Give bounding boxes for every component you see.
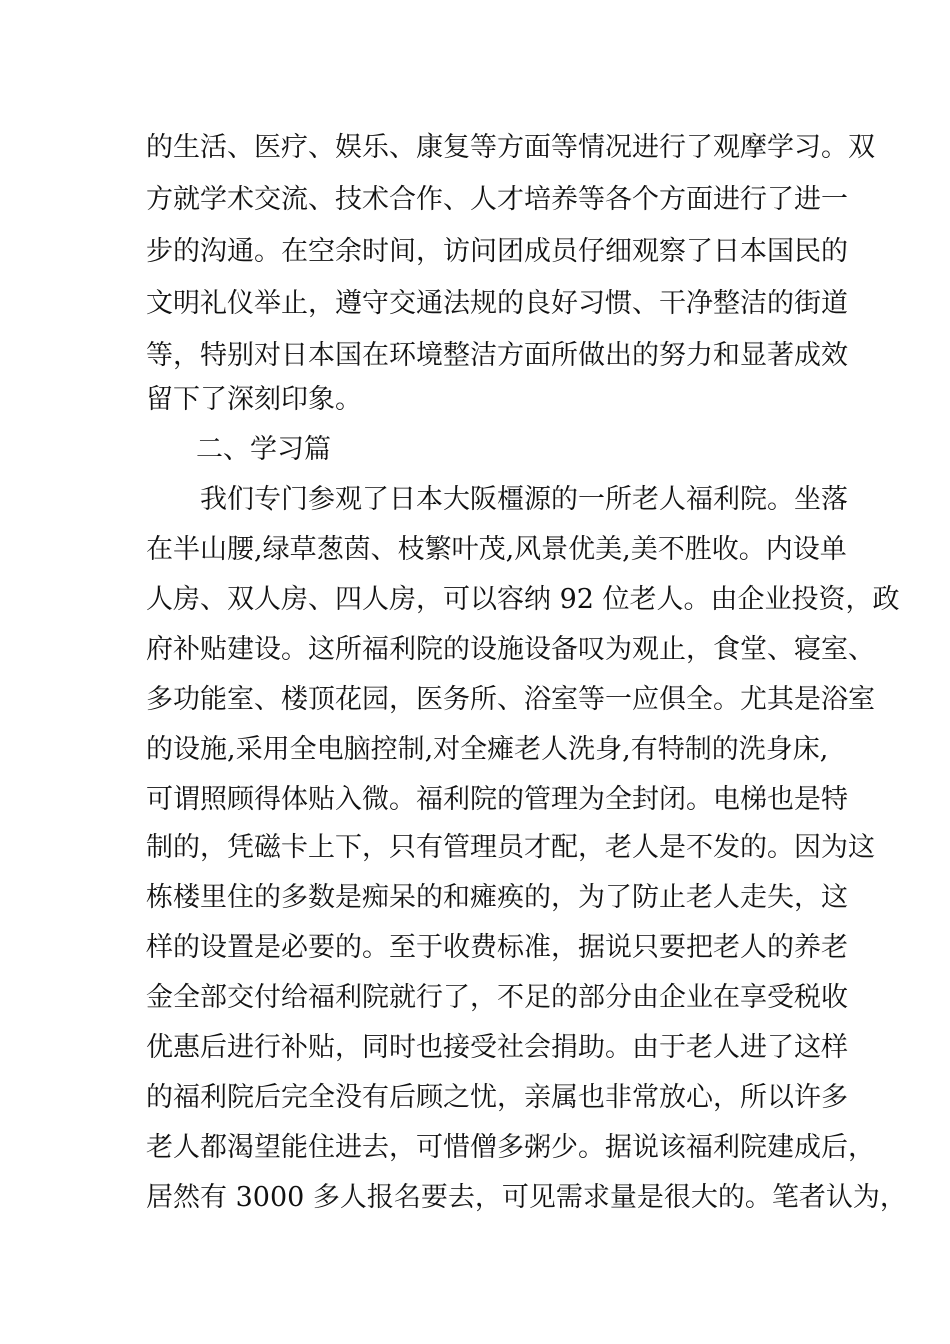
section-heading: 二、学习篇 <box>196 434 331 465</box>
text-line: 居然有 3000 多人报名要去，可见需求量是很大的。笔者认为， <box>146 1182 907 1213</box>
text-line: 人房、双人房、四人房，可以容纳 92 位老人。由企业投资，政 <box>146 584 900 615</box>
text-line: 老人都渴望能住进去，可惜僧多粥少。据说该福利院建成后， <box>146 1132 875 1163</box>
text-line: 等，特别对日本国在环境整洁方面所做出的努力和显著成效 <box>146 340 848 371</box>
text-line: 文明礼仪举止，遵守交通法规的良好习惯、干净整洁的街道 <box>146 288 848 319</box>
text-line: 府补贴建设。这所福利院的设施设备叹为观止，食堂、寝室、 <box>146 634 875 665</box>
text-line: 金全部交付给福利院就行了，不足的部分由企业在享受税收 <box>146 982 848 1013</box>
text-line: 优惠后进行补贴，同时也接受社会捐助。由于老人进了这样 <box>146 1032 848 1063</box>
text-line: 的生活、医疗、娱乐、康复等方面等情况进行了观摩学习。双 <box>146 132 875 163</box>
text-line: 方就学术交流、技术合作、人才培养等各个方面进行了进一 <box>146 184 848 215</box>
text-line: 在半山腰,绿草葱茵、枝繁叶茂,风景优美,美不胜收。内设单 <box>146 534 847 565</box>
text-line: 栋楼里住的多数是痴呆的和瘫痪的，为了防止老人走失，这 <box>146 882 848 913</box>
text-line: 的福利院后完全没有后顾之忧，亲属也非常放心，所以许多 <box>146 1082 848 1113</box>
text-line: 步的沟通。在空余时间，访问团成员仔细观察了日本国民的 <box>146 236 848 267</box>
text-line: 制的，凭磁卡上下，只有管理员才配，老人是不发的。因为这 <box>146 832 875 863</box>
text-line: 留下了深刻印象。 <box>146 384 362 415</box>
text-line: 我们专门参观了日本大阪橿源的一所老人福利院。坐落 <box>200 484 848 515</box>
text-line: 多功能室、楼顶花园，医务所、浴室等一应俱全。尤其是浴室 <box>146 684 875 715</box>
text-line: 的设施,采用全电脑控制,对全瘫老人洗身,有特制的洗身床, <box>146 734 829 765</box>
text-line: 样的设置是必要的。至于收费标准，据说只要把老人的养老 <box>146 932 848 963</box>
text-line: 可谓照顾得体贴入微。福利院的管理为全封闭。电梯也是特 <box>146 784 848 815</box>
